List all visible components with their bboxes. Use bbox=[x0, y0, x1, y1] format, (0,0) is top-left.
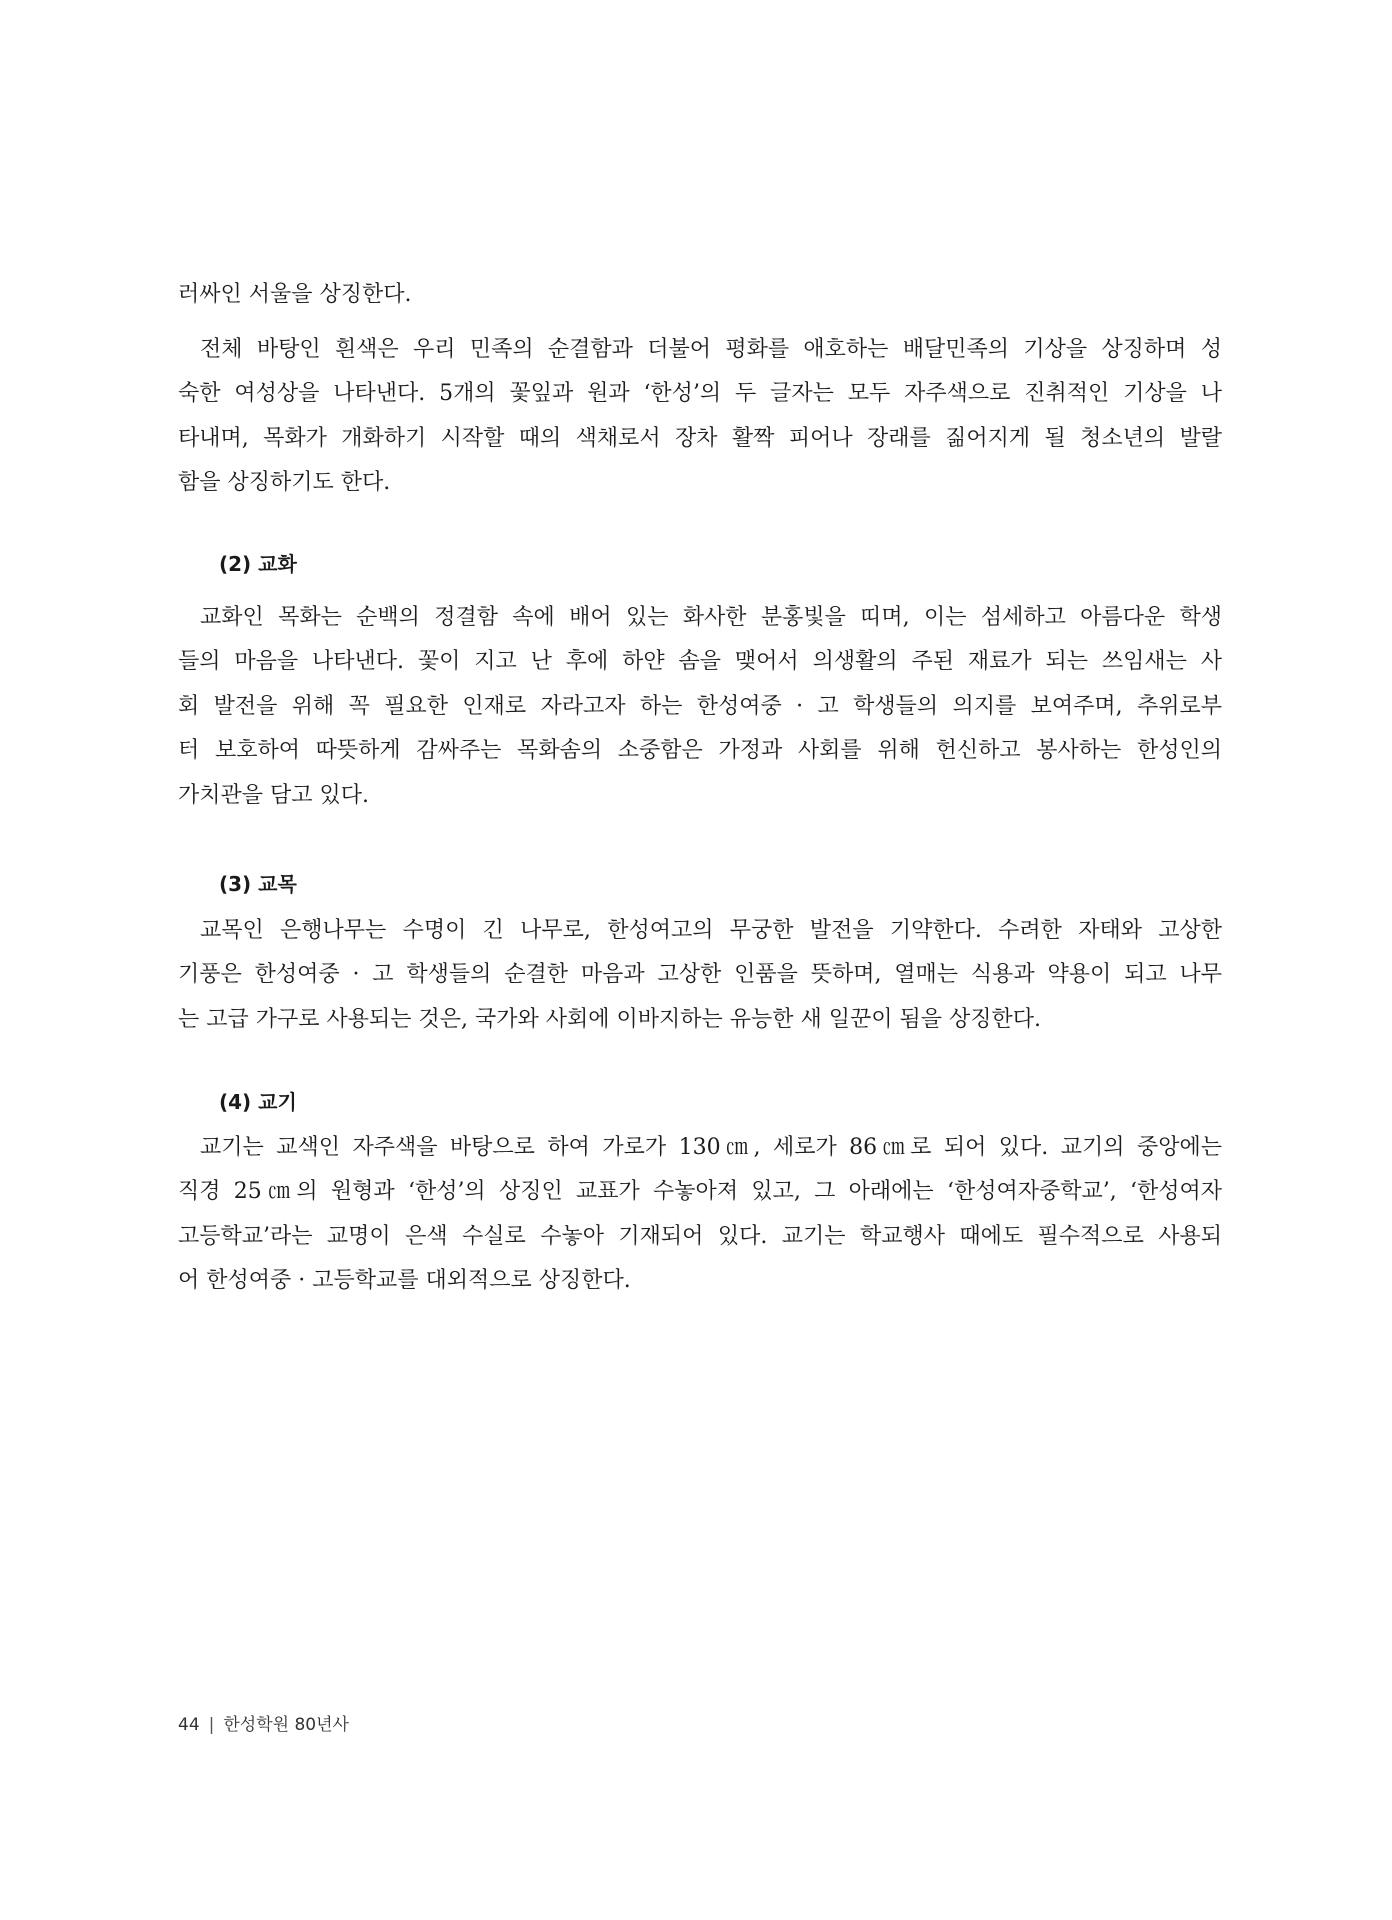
text-line: 직경 25㎝의 원형과 ‘한성’의 상징인 교표가 수놓아져 있고, 그 아래에는 ‘한성여자중학교’, ‘한성여자 bbox=[178, 1179, 1222, 1205]
page-number: 44 bbox=[178, 1715, 200, 1735]
text-line: 함을 상징하기도 한다. bbox=[178, 470, 391, 496]
paragraph-school-flag bbox=[178, 1126, 1222, 1304]
text-line: 숙한 여성상을 나타낸다. 5개의 꽃잎과 원과 ‘한성’의 두 글자는 모두 자주색으로 진취적인 기상을 나 bbox=[178, 381, 1222, 407]
page-footer bbox=[178, 1712, 349, 1738]
text-line: 타내며, 목화가 개화하기 시작할 때의 색채로서 장차 활짝 피어나 장래를 짊어지게 될 청소년의 발랄 bbox=[178, 425, 1222, 451]
text-line: 어 한성여중 · 고등학교를 대외적으로 상징한다. bbox=[178, 1268, 631, 1294]
text-line: 교기는 교색인 자주색을 바탕으로 하여 가로가 130㎝, 세로가 86㎝로 되어 있다. 교기의 중앙에는 bbox=[200, 1135, 1222, 1160]
text-line: 들의 마음을 나타낸다. 꽃이 지고 난 후에 하얀 솜을 맺어서 의생활의 주된 재료가 되는 쓰임새는 사 bbox=[178, 649, 1222, 675]
footer-separator: | bbox=[208, 1715, 215, 1735]
text-line: 기풍은 한성여중 · 고 학생들의 순결한 마음과 고상한 인품을 뜻하며, 열매는 식용과 약용이 되고 나무 bbox=[178, 962, 1222, 988]
text-line: 교화인 목화는 순백의 정결함 속에 배어 있는 화사한 분홍빛을 띠며, 이는 섬세하고 아름다운 학생 bbox=[200, 605, 1222, 630]
paragraph-school-tree bbox=[178, 909, 1222, 1042]
continued-paragraph bbox=[178, 273, 1222, 317]
book-title: 한성학원 80년사 bbox=[223, 1715, 349, 1735]
section-heading-school-flag: (4) 교기 bbox=[219, 1090, 297, 1114]
paragraph-school-flower bbox=[178, 596, 1222, 818]
text-line: 고등학교’라는 교명이 은색 수실로 수놓아 기재되어 있다. 교기는 학교행사 때에도 필수적으로 사용되 bbox=[178, 1223, 1222, 1249]
section-heading-school-flower: (2) 교화 bbox=[219, 552, 297, 576]
text-line: 교목인 은행나무는 수명이 긴 나무로, 한성여고의 무궁한 발전을 기약한다. 수려한 자태와 고상한 bbox=[200, 918, 1222, 943]
paragraph-school-color bbox=[178, 328, 1222, 506]
text-line: 회 발전을 위해 꼭 필요한 인재로 자라고자 하는 한성여중 · 고 학생들의 의지를 보여주며, 추위로부 bbox=[178, 693, 1222, 719]
text-line: 러싸인 서울을 상징한다. bbox=[178, 282, 412, 307]
section-heading-school-tree: (3) 교목 bbox=[219, 872, 297, 896]
text-line: 는 고급 가구로 사용되는 것은, 국가와 사회에 이바지하는 유능한 새 일꾼이 됨을 상징한다. bbox=[178, 1006, 1041, 1032]
text-line: 가치관을 담고 있다. bbox=[178, 782, 369, 808]
text-line: 전체 바탕인 흰색은 우리 민족의 순결함과 더불어 평화를 애호하는 배달민족의 기상을 상징하며 성 bbox=[200, 337, 1222, 362]
text-line: 터 보호하여 따뜻하게 감싸주는 목화솜의 소중함은 가정과 사회를 위해 헌신하고 봉사하는 한성인의 bbox=[178, 738, 1222, 764]
